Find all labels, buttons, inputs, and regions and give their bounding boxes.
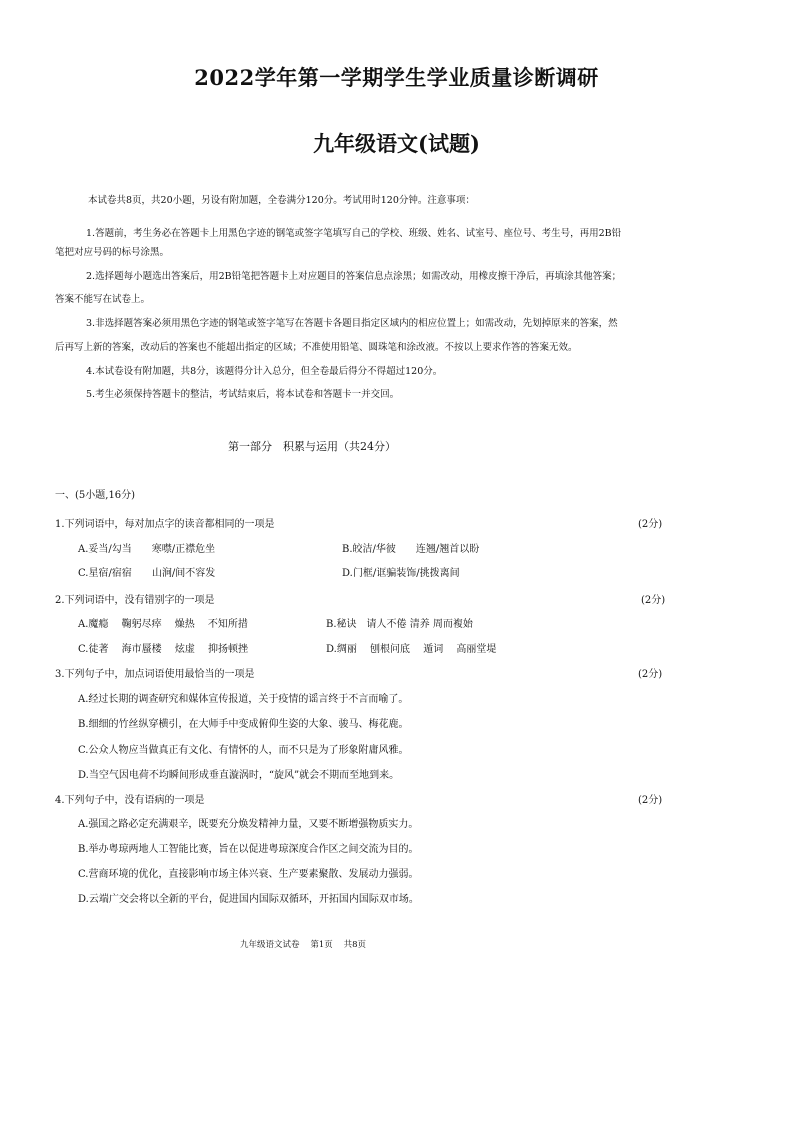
question-option: D.云端广交会将以全新的平台，促进国内国际双循环，开拓国内国际双市场。 bbox=[78, 894, 419, 905]
question-option: C.公众人物应当做真正有文化、有情怀的人，而不只是为了形象附庸风雅。 bbox=[78, 745, 409, 756]
question-option: D.当空气因电荷不均瞬间形成垂直漩涡时，“旋风”就会不期而至地到来。 bbox=[78, 770, 400, 781]
instruction-note-3-line-2: 后再写上新的答案，改动后的答案也不能超出指定的区域；不准使用铅笔、圆珠笔和涂改液。不按以上要求作答的答案无效。 bbox=[55, 342, 578, 353]
instruction-note-1-line-1: 1.答题前，考生务必在答题卡上用黑色字迹的钢笔或签字笔填写自己的学校、班级、姓名、试室号、座位号、考生号，再用2B铅 bbox=[86, 228, 622, 239]
question-option: B.秘诀 请人不倦 清养 周而複始 bbox=[326, 619, 473, 630]
footer-page: 第1页 bbox=[310, 940, 333, 950]
instruction-note-5: 5.考生必须保持答题卡的整洁，考试结束后，将本试卷和答题卡一并交回。 bbox=[86, 389, 400, 400]
exam-title: 2022学年第一学期学生学业质量诊断调研 bbox=[194, 65, 599, 90]
page-footer bbox=[240, 938, 366, 950]
question-option: A.魔瘾 鞠躬尽瘁 燥热 不知所措 bbox=[78, 619, 248, 630]
question-option: D.门框/诓骗装饰/挑拨离间 bbox=[342, 568, 460, 579]
instruction-note-4: 4.本试卷设有附加题，共8分，该题得分计入总分，但全卷最后得分不得超过120分。 bbox=[86, 366, 443, 377]
question-stem: 4.下列句子中，没有语病的一项是 bbox=[55, 795, 205, 806]
question-option: D.绸丽 刨根问底 遁词 高丽堂堤 bbox=[326, 644, 497, 655]
question-option: C.营商环境的优化，直接影响市场主体兴衰、生产要素聚散、发展动力强弱。 bbox=[78, 869, 419, 880]
footer-total: 共8页 bbox=[343, 940, 366, 950]
question-stem: 2.下列词语中，没有错别字的一项是 bbox=[55, 595, 215, 606]
instructions-intro: 本试卷共8页，共20小题，另设有附加题，全卷满分120分。考试用时120分钟。注意事项： bbox=[88, 195, 475, 206]
instruction-note-2-line-2: 答案不能写在试卷上。 bbox=[55, 294, 151, 305]
footer-subject: 九年级语文试卷 bbox=[240, 940, 300, 950]
section-title: 一、(5小题,16分) bbox=[55, 490, 136, 501]
question-option: A.强国之路必定充满艰辛，既要充分焕发精神力量，又要不断增强物质实力。 bbox=[78, 819, 419, 830]
question-option: C.星宿/宿宿 山涧/间不容发 bbox=[78, 568, 216, 579]
question-score: (2分) bbox=[638, 519, 663, 530]
question-score: (2分) bbox=[638, 795, 663, 806]
question-option: A.经过长期的调查研究和媒体宣传报道，关于疫情的谣言终于不言而喻了。 bbox=[78, 694, 409, 705]
question-score: (2分) bbox=[641, 595, 666, 606]
question-option: A.妥当/勾当 寒噤/正襟危坐 bbox=[78, 544, 216, 555]
part-title: 第一部分 积累与运用（共24分） bbox=[228, 440, 396, 453]
question-option: B.细细的竹丝纵穿横引，在大师手中变成俯仰生姿的大象、骏马、梅花鹿。 bbox=[78, 719, 409, 730]
question-stem: 3.下列句子中，加点词语使用最恰当的一项是 bbox=[55, 669, 255, 680]
question-option: B.皎洁/华彼 连翘/翘首以盼 bbox=[342, 544, 480, 555]
question-stem: 1.下列词语中，每对加点字的读音都相同的一项是 bbox=[55, 519, 275, 530]
question-option: B.举办粤琼两地人工智能比赛，旨在以促进粤琼深度合作区之间交流为目的。 bbox=[78, 844, 419, 855]
instruction-note-3-line-1: 3.非选择题答案必须用黑色字迹的钢笔或签字笔写在答题卡各题目指定区域内的相应位置上；如需改动，先划掉原来的答案，然 bbox=[86, 318, 618, 329]
exam-subtitle: 九年级语文(试题) bbox=[313, 131, 480, 156]
question-score: (2分) bbox=[638, 669, 663, 680]
instruction-note-2-line-1: 2.选择题每小题选出答案后，用2B铅笔把答题卡上对应题目的答案信息点涂黑；如需改动，用橡皮擦干净后，再填涂其他答案； bbox=[86, 271, 622, 282]
question-option: C.徒著 海市蜃楼 炫虚 抑扬顿挫 bbox=[78, 644, 249, 655]
instruction-note-1-line-2: 笔把对应号码的标号涂黑。 bbox=[55, 247, 170, 258]
